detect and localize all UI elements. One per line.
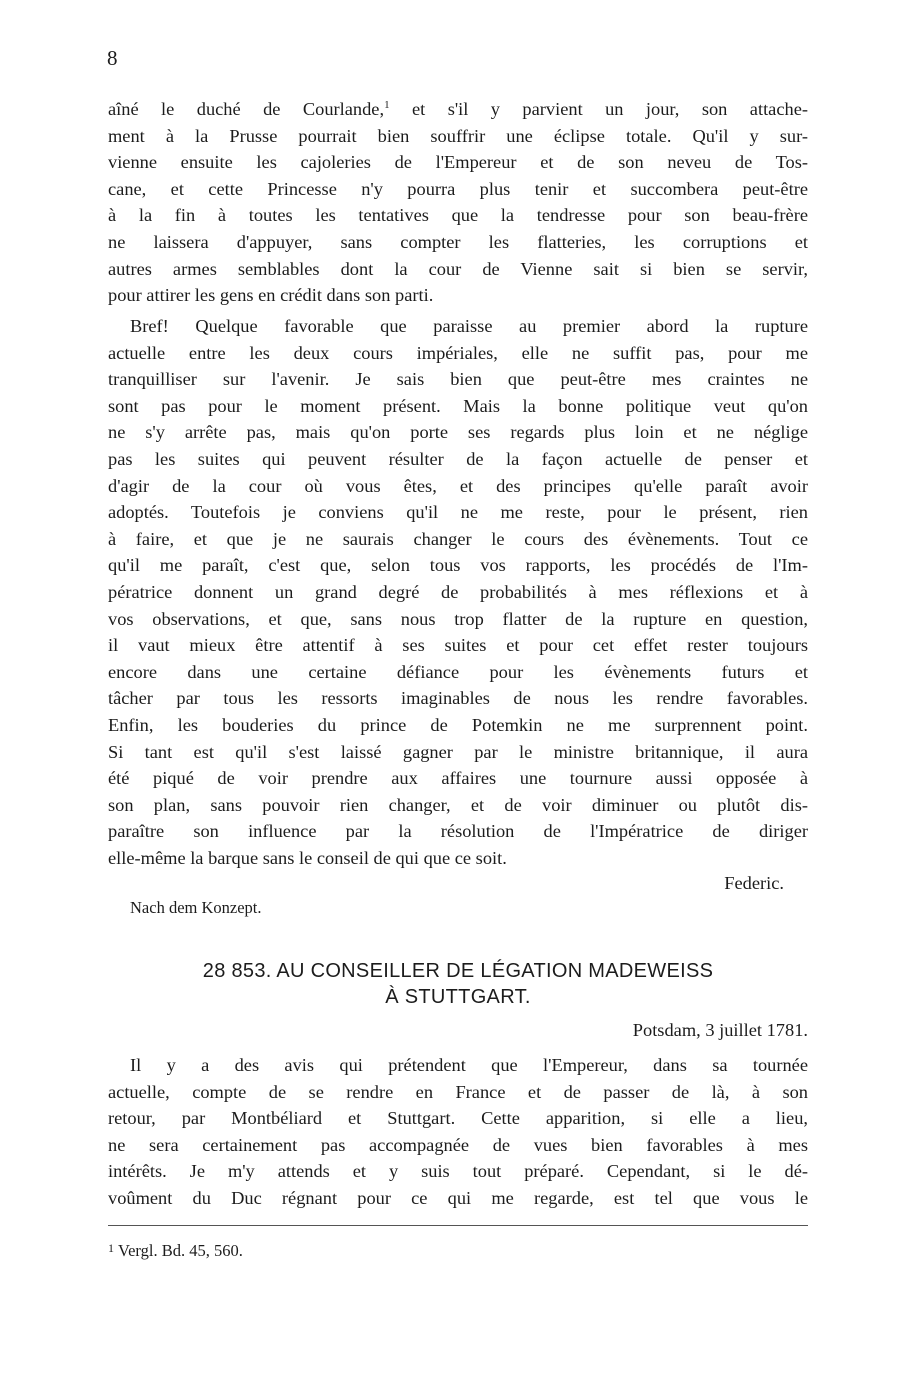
letter2-paragraph-1 bbox=[108, 1052, 808, 1212]
text-line: ne s'y arrête pas, mais qu'on porte ses regards plus loin et ne néglige bbox=[108, 422, 808, 443]
text-line: son plan, sans pouvoir rien changer, et de voir diminuer ou plutôt dis- bbox=[108, 794, 808, 815]
text-line: d'agir de la cour où vous êtes, et des principes qu'elle paraît avoir bbox=[108, 475, 808, 496]
text-line: Il y a des avis qui prétendent que l'Empereur, dans sa tournée bbox=[130, 1055, 808, 1075]
text-line: ment à la Prusse pourrait bien souffrir une éclipse totale. Qu'il y sur- bbox=[108, 125, 808, 146]
text-line: pour attirer les gens en crédit dans son parti. bbox=[108, 285, 434, 306]
text-line: aîné le duché de Courlande,$^1$ et s'il y parvient un jour, son attache- bbox=[108, 99, 808, 119]
footnote-divider bbox=[108, 1225, 808, 1226]
dateline: Potsdam, 3 juillet 1781. bbox=[632, 1020, 808, 1040]
text-line: autres armes semblables dont la cour de Vienne sait si bien se servir, bbox=[108, 258, 808, 279]
letter1-paragraph-2 bbox=[108, 313, 808, 871]
text-line: elle-même la barque sans le conseil de qui que ce soit. bbox=[108, 847, 507, 868]
text-line: encore dans une certaine défiance pour les évènements futurs et bbox=[108, 661, 808, 682]
text-line: adoptés. Toutefois je conviens qu'il ne me reste, pour le présent, rien bbox=[108, 502, 808, 523]
footnote-mark: 1 bbox=[108, 1241, 114, 1255]
text-line: intérêts. Je m'y attends et y suis tout préparé. Cependant, si le dé- bbox=[108, 1161, 808, 1182]
text-line: cane, et cette Princesse n'y pourra plus tenir et succombera peut-être bbox=[108, 178, 808, 199]
text-line: il vaut mieux être attentif à ses suites et pour cet effet rester toujours bbox=[108, 635, 808, 656]
text-line: tranquilliser sur l'avenir. Je sais bien que peut-être mes craintes ne bbox=[108, 369, 808, 390]
footnote-text: Vergl. Bd. 45, 560. bbox=[118, 1241, 243, 1260]
heading-line-2: À STUTTGART. bbox=[385, 986, 531, 1008]
page-number: 8 bbox=[107, 46, 118, 70]
text-line: à la fin à toutes les tentatives que la tendresse pour son beau-frère bbox=[108, 205, 808, 226]
text-line: Si tant est qu'il s'est laissé gagner par le ministre britannique, il aura bbox=[108, 741, 808, 762]
text-line: été piqué de voir prendre aux affaires une tournure aussi opposée à bbox=[108, 768, 808, 789]
text-line: voûment du Duc régnant pour ce qui me regarde, est tel que vous le bbox=[108, 1187, 808, 1208]
text-line: retour, par Montbéliard et Stuttgart. Cette apparition, si elle a lieu, bbox=[108, 1108, 808, 1129]
text-line: qu'il me paraît, c'est que, selon tous vos rapports, les procédés de l'Im- bbox=[108, 555, 808, 576]
text-line: Bref! Quelque favorable que paraisse au premier abord la rupture bbox=[130, 316, 808, 336]
text-line: ne laissera d'appuyer, sans compter les flatteries, les corruptions et bbox=[108, 231, 808, 252]
text-line: vos observations, et que, sans nous trop flatter de la rupture en question, bbox=[108, 608, 808, 629]
text-line: ne sera certainement pas accompagnée de vues bien favorables à mes bbox=[108, 1134, 808, 1155]
text-line: actuelle, compte de se rendre en France et de passer de là, à son bbox=[108, 1081, 808, 1102]
footnote bbox=[108, 1241, 243, 1261]
signature: Federic. bbox=[724, 873, 784, 893]
text-line: sont pas pour le moment présent. Mais la bonne politique veut qu'on bbox=[108, 395, 808, 416]
text-line: paraître son influence par la résolution de l'Impératrice de diriger bbox=[108, 821, 808, 842]
text-line: pératrice donnent un grand degré de probabilités à mes réflexions et à bbox=[108, 581, 808, 602]
letter1-paragraph-1 bbox=[108, 96, 808, 309]
text-line: à faire, et que je ne saurais changer le cours des évènements. Tout ce bbox=[108, 528, 808, 549]
text-line: actuelle entre les deux cours impériales, elle ne suffit pas, pour me bbox=[108, 342, 808, 363]
letter-heading bbox=[108, 958, 808, 1010]
text-line: pas les suites qui peuvent résulter de la façon actuelle de penser et bbox=[108, 448, 808, 469]
heading-line-1: 28 853. AU CONSEILLER DE LÉGATION MADEWEISS bbox=[202, 960, 714, 982]
source-note: Nach dem Konzept. bbox=[130, 898, 262, 917]
footnote-reference: 1 bbox=[384, 99, 390, 111]
text-line: vienne ensuite les cajoleries de l'Empereur et de son neveu de Tos- bbox=[108, 152, 808, 173]
text-line: tâcher par tous les ressorts imaginables de nous les rendre favorables. bbox=[108, 688, 808, 709]
text-line: Enfin, les bouderies du prince de Potemkin ne me surprennent point. bbox=[108, 714, 808, 735]
